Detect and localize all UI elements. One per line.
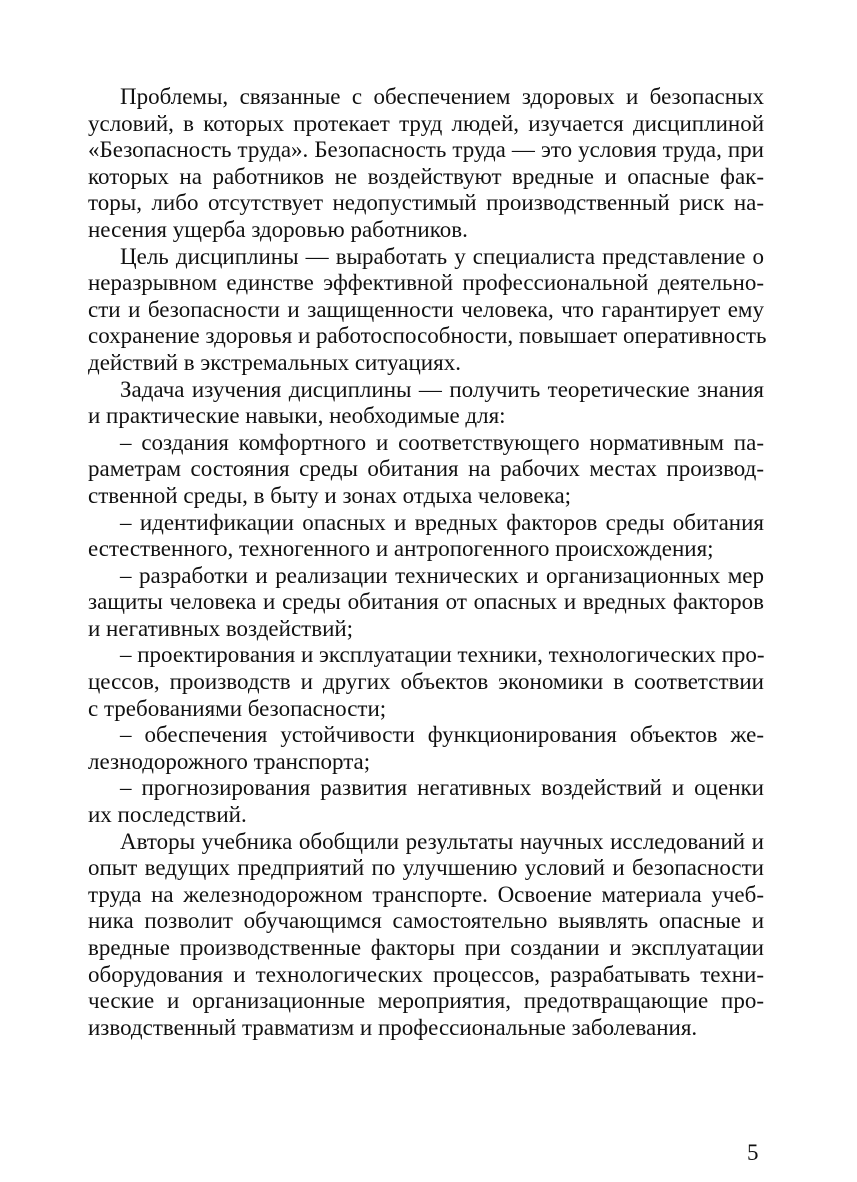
text-line: естественного, техногенного и антропогенного происхождения;	[88, 536, 714, 562]
text-line: и практические навыки, необходимые для:	[88, 403, 506, 429]
text-line: и негативных воздействий;	[88, 615, 354, 641]
text-line: торы, либо отсутствует недопустимый производственный риск на-	[88, 190, 764, 216]
list-item	[88, 430, 764, 510]
text-line: «Безопасность труда». Безопасность труда — это условия труда, при	[88, 137, 764, 163]
text-line: – создания комфортного и соответствующего нормативным па-	[120, 429, 764, 455]
text-line: цессов, производств и других объектов экономики в соответствии	[88, 669, 764, 695]
text-line: – прогнозирования развития негативных воздействий и оценки	[120, 775, 764, 801]
text-line: лезнодорожного транспорта;	[88, 748, 371, 774]
page-number: 5	[747, 1140, 759, 1165]
text-line: – разработки и реализации технических и организационных мер	[120, 562, 764, 588]
text-line: раметрам состояния среды обитания на рабочих местах производ-	[88, 456, 764, 482]
text-line: ственной среды, в быту и зонах отдыха человека;	[88, 482, 572, 508]
text-line: Авторы учебника обобщили результаты научных исследований и	[120, 828, 764, 854]
list-item	[88, 775, 764, 828]
text-line: оборудования и технологических процессов, разрабатывать техни-	[88, 961, 764, 987]
text-line: их последствий.	[88, 802, 247, 828]
paragraph-authors	[88, 829, 764, 1042]
paragraph-goal	[88, 243, 767, 377]
text-line: изводственный травматизм и профессиональные заболевания.	[88, 1014, 698, 1040]
text-line: вредные производственные факторы при создании и эксплуатации	[88, 935, 764, 960]
paragraph-task	[88, 377, 764, 430]
text-line: – идентификации опасных и вредных факторов среды обитания	[120, 509, 764, 535]
text-line: – обеспечения устойчивости функционирования объектов же-	[120, 722, 764, 748]
text-line: сохранение здоровья и работоспособности, повышает оперативность	[88, 323, 767, 349]
text-line: Проблемы, связанные с обеспечением здоровых и безопасных	[120, 84, 764, 109]
text-line: действий в экстремальных ситуациях.	[88, 349, 461, 375]
text-line: Задача изучения дисциплины — получить теоретические знания	[120, 376, 764, 402]
text-line: труда на железнодорожном транспорте. Освоение материала учеб-	[88, 881, 764, 907]
text-line: – проектирования и эксплуатации техники, технологических про-	[120, 642, 765, 668]
list-item	[88, 510, 764, 563]
list-item	[88, 722, 764, 775]
text-line: с требованиями безопасности;	[88, 695, 387, 721]
text-line: несения ущерба здоровью работников.	[88, 216, 468, 242]
text-line: условий, в которых протекает труд людей, изучается дисциплиной	[88, 110, 764, 136]
text-line: ческие и организационные мероприятия, предотвращающие про-	[88, 988, 764, 1014]
text-line: сти и безопасности и защищенности человека, что гарантирует ему	[88, 296, 764, 322]
text-line: защиты человека и среды обитания от опасных и вредных факторов	[88, 589, 764, 615]
text-line: Цель дисциплины — выработать у специалиста представление о	[120, 243, 764, 269]
text-line: опыт ведущих предприятий по улучшению условий и безопасности	[88, 855, 764, 881]
list-item	[88, 563, 764, 643]
text-line: которых на работников не воздействуют вредные и опасные фак-	[88, 163, 764, 189]
text-line: ника позволит обучающимся самостоятельно выявлять опасные и	[88, 908, 764, 934]
paragraph-intro	[88, 84, 764, 244]
page-body	[88, 84, 767, 1041]
text-line: неразрывном единстве эффективной профессиональной деятельно-	[88, 270, 764, 296]
list-item	[88, 642, 764, 722]
